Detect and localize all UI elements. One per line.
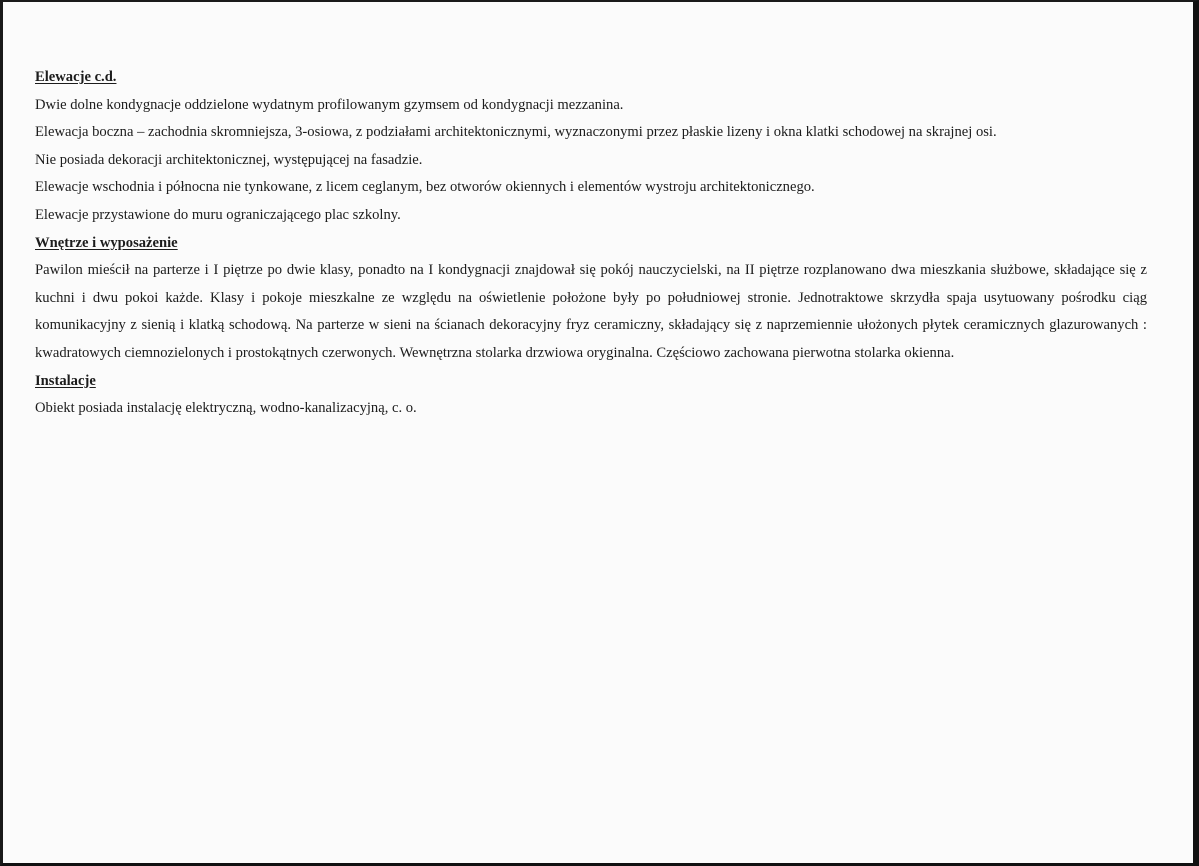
document-content <box>35 64 1147 423</box>
text-line: Elewacje wschodnia i północna nie tynkowane, z licem ceglanym, bez otworów okiennych i elementów wystroju architektonicznego. <box>35 179 815 196</box>
section-heading-elevations: Elewacje c.d. <box>35 69 117 85</box>
text-line: Obiekt posiada instalację elektryczną, wodno-kanalizacyjną, c. o. <box>35 400 417 417</box>
text-line: Elewacja boczna – zachodnia skromniejsza, 3-osiowa, z podziałami architektonicznymi, wyznaczonymi przez płaskie lizeny i okna klatki schodowej na skrajnej osi. <box>35 124 997 141</box>
section-heading-interior: Wnętrze i wyposażenie <box>35 234 178 251</box>
section-heading-installations: Instalacje <box>35 372 96 389</box>
interior-paragraph: Pawilon mieścił na parterze i I piętrze po dwie klasy, ponadto na I kondygnacji znajdował się pokój nauczycielski, na II piętrze rozplanowano dwa mieszkania służbowe, składające się z kuchni i dwu pokoi każde. Klasy i pokoje mieszkalne ze względu na oświetlenie położone były po południowej stronie. Jednotraktowe skrzydła spaja usytuowany pośrodku ciąg komunikacyjny z sienią i klatką schodową. Na parterze w sieni na ścianach dekoracyjny fryz ceramiczny, składający się z naprzemiennie ułożonych płytek ceramicznych glazurowanych : kwadratowych ciemnozielonych i prostokątnych czerwonych. Wewnętrzna stolarka drzwiowa oryginalna. Częściowo zachowana pierwotna stolarka okienna. <box>35 262 1147 361</box>
text-line: Dwie dolne kondygnacje oddzielone wydatnym profilowanym gzymsem od kondygnacji mezzanina. <box>35 96 624 113</box>
text-line: Elewacje przystawione do muru ograniczającego plac szkolny. <box>35 206 401 223</box>
text-line: Nie posiada dekoracji architektonicznej, występującej na fasadzie. <box>35 151 423 168</box>
